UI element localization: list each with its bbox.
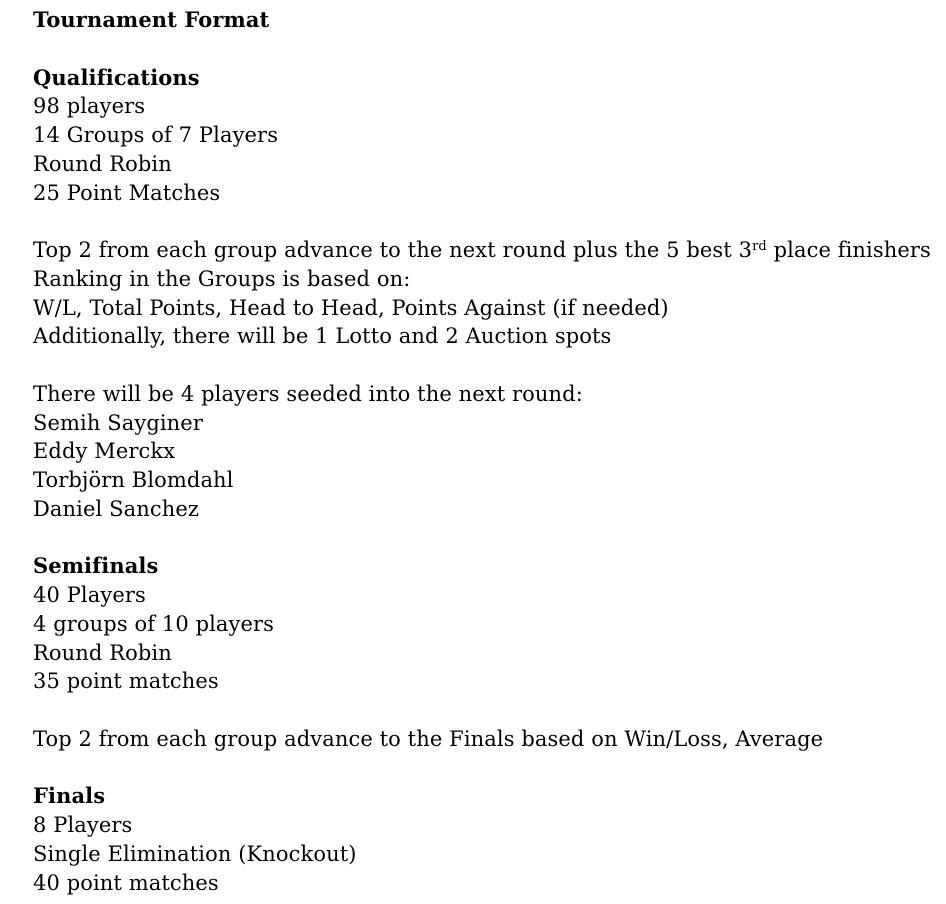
ranking-criteria: W/L, Total Points, Head to Head, Points Against (if needed) (33, 295, 669, 320)
seeded-player: Daniel Sanchez (33, 496, 200, 521)
qualifications-format: Round Robin (33, 151, 172, 176)
finals-format: Single Elimination (Knockout) (33, 841, 357, 866)
semifinals-heading: Semifinals (33, 553, 159, 579)
spacer (33, 754, 946, 783)
semifinals-match-length: 35 point matches (33, 669, 219, 694)
spacer (33, 524, 946, 553)
semifinals-advance-rule: Top 2 from each group advance to the Finals based on Win/Loss, Average (33, 726, 824, 751)
finals-match-length: 40 point matches (33, 870, 219, 895)
extra-spots: Additionally, there will be 1 Lotto and 2 Auction spots (33, 324, 612, 349)
seeded-intro: There will be 4 players seeded into the next round: (33, 381, 583, 406)
ranking-intro: Ranking in the Groups is based on: (33, 266, 411, 291)
qualifications-player-count: 98 players (33, 94, 146, 119)
finals-player-count: 8 Players (33, 813, 133, 837)
qualifications-match-length: 25 Point Matches (33, 180, 221, 205)
document-title: Tournament Format (33, 7, 270, 32)
advance-rule-prefix: Top 2 from each group advance to the next round plus the 5 best 3 (33, 238, 753, 262)
spacer (33, 351, 946, 380)
semifinals-format: Round Robin (33, 640, 172, 665)
finals-heading: Finals (33, 783, 106, 809)
spacer (33, 696, 946, 725)
spacer (33, 207, 946, 236)
ordinal-suffix: rd (752, 238, 767, 254)
qualifications-advance-rule (33, 236, 946, 265)
spacer (33, 35, 946, 64)
semifinals-groups: 4 groups of 10 players (33, 611, 275, 636)
document-page (33, 6, 946, 897)
qualifications-groups: 14 Groups of 7 Players (33, 123, 279, 147)
advance-rule-suffix: place finishers (766, 238, 931, 262)
seeded-player: Torbjörn Blomdahl (33, 468, 234, 492)
qualifications-heading: Qualifications (33, 64, 200, 90)
semifinals-player-count: 40 Players (33, 583, 146, 607)
seeded-player: Eddy Merckx (33, 439, 176, 464)
seeded-player: Semih Sayginer (33, 410, 203, 435)
